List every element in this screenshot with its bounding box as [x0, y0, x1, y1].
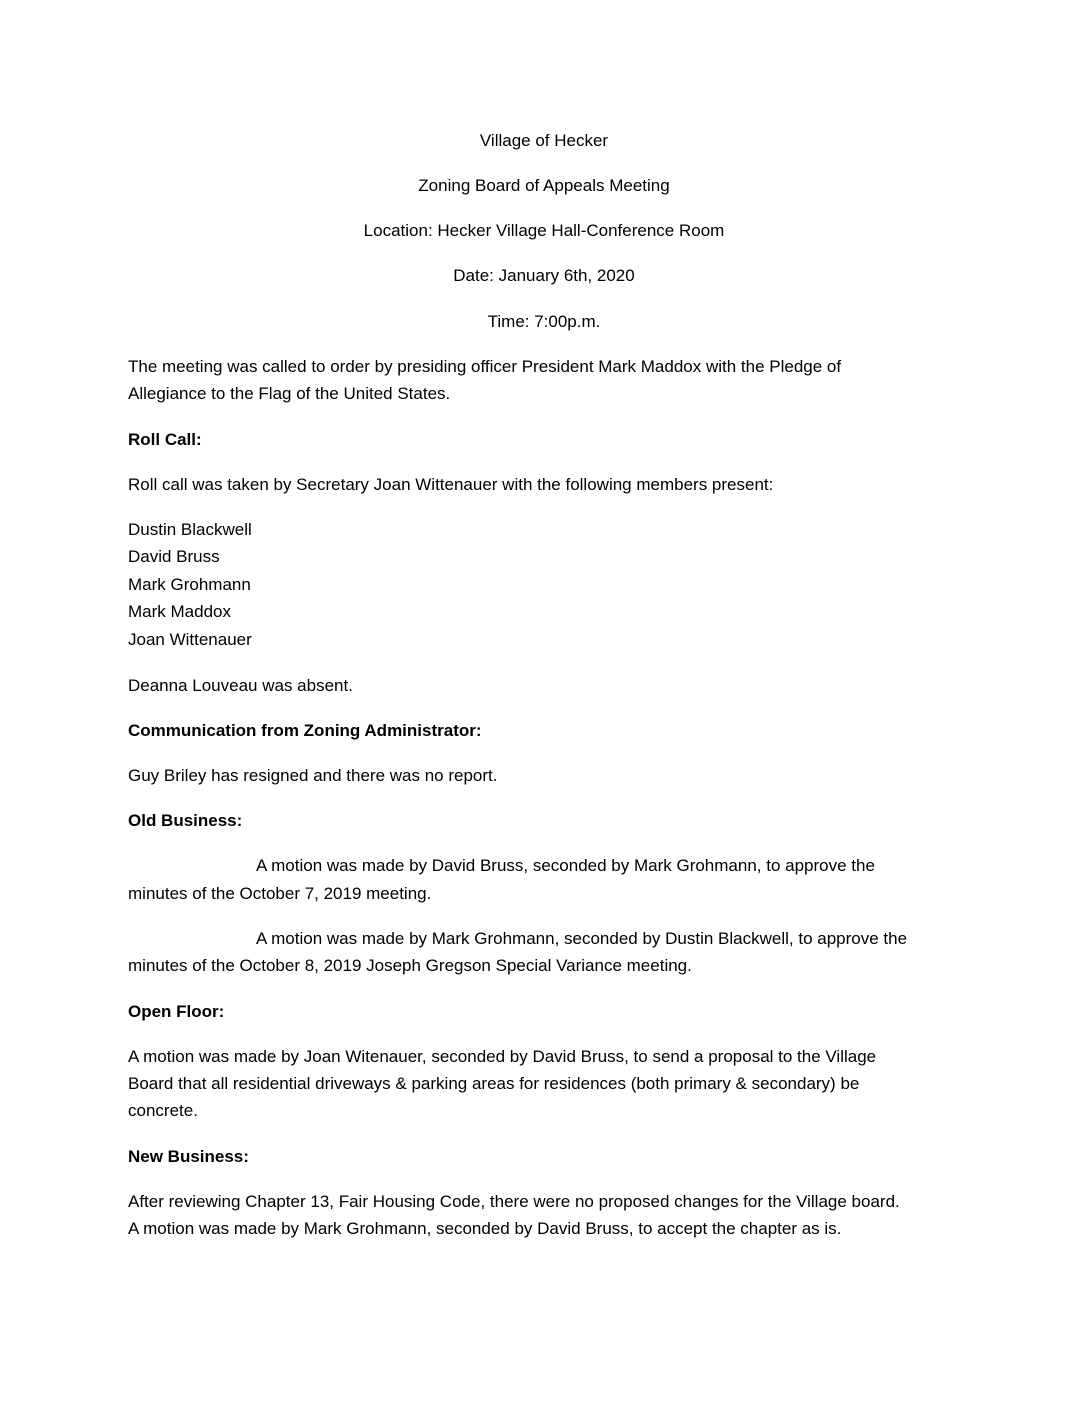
new-business-heading: New Business: [128, 1147, 249, 1166]
open-floor-line-3: concrete. [128, 1101, 198, 1120]
roll-call-text: Roll call was taken by Secretary Joan Wittenauer with the following members present: [128, 475, 774, 494]
open-floor-line-2: Board that all residential driveways & parking areas for residences (both primary & secondary) be [128, 1074, 860, 1093]
open-floor-line-1: A motion was made by Joan Witenauer, seconded by David Bruss, to send a proposal to the Village [128, 1047, 877, 1066]
zoning-admin-text: Guy Briley has resigned and there was no report. [128, 766, 498, 785]
new-business-line-2: A motion was made by Mark Grohmann, seconded by David Bruss, to accept the chapter as is. [128, 1219, 842, 1238]
intro-line-2: Allegiance to the Flag of the United States. [128, 384, 451, 403]
old-business-heading: Old Business: [128, 811, 243, 830]
meeting-time: Time: 7:00p.m. [487, 312, 601, 331]
member-item: Dustin Blackwell [128, 520, 252, 539]
member-item: Joan Wittenauer [128, 630, 252, 649]
board-title: Zoning Board of Appeals Meeting [418, 176, 670, 195]
open-floor-heading: Open Floor: [128, 1002, 225, 1021]
new-business-line-1: After reviewing Chapter 13, Fair Housing Code, there were no proposed changes for the Village board. [128, 1192, 900, 1211]
absent-note: Deanna Louveau was absent. [128, 676, 353, 695]
motion-1-line-1: A motion was made by David Bruss, seconded by Mark Grohmann, to approve the [256, 856, 875, 875]
roll-call-heading: Roll Call: [128, 430, 202, 449]
member-item: David Bruss [128, 547, 220, 566]
member-item: Mark Grohmann [128, 575, 251, 594]
org-title: Village of Hecker [479, 131, 609, 150]
zoning-admin-heading: Communication from Zoning Administrator: [128, 721, 482, 740]
member-item: Mark Maddox [128, 602, 231, 621]
motion-2-line-2: minutes of the October 8, 2019 Joseph Gregson Special Variance meeting. [128, 956, 692, 975]
meeting-date: Date: January 6th, 2020 [453, 266, 635, 285]
motion-1-line-2: minutes of the October 7, 2019 meeting. [128, 884, 432, 903]
meeting-location: Location: Hecker Village Hall-Conference Room [363, 221, 725, 240]
intro-line-1: The meeting was called to order by presiding officer President Mark Maddox with the Pledge of [128, 357, 842, 376]
motion-2-line-1: A motion was made by Mark Grohmann, seconded by Dustin Blackwell, to approve the [256, 929, 908, 948]
